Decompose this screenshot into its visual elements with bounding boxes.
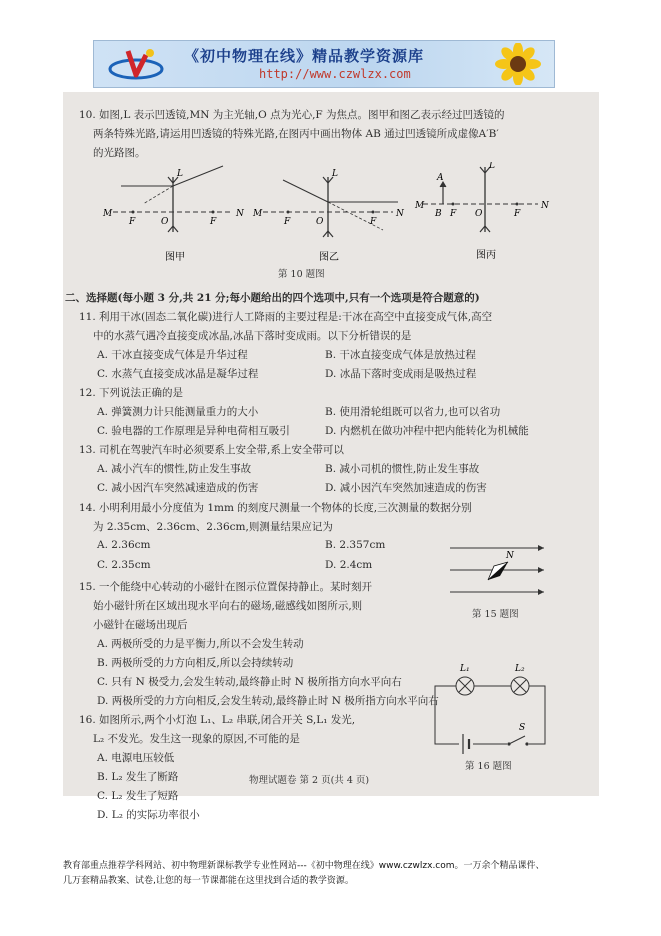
- fig-yi-ray-in: [283, 180, 328, 202]
- q12-option-b: B. 使用滑轮组既可以省力,也可以省功: [325, 406, 501, 418]
- fig-jia-diagram: [102, 166, 245, 263]
- q13-option-d: D. 减小因汽车突然加速造成的伤害: [325, 482, 487, 494]
- q13-option-a: A. 减小汽车的惯性,防止发生事故: [97, 463, 252, 475]
- banner-url[interactable]: http://www.czwlzx.com: [259, 67, 411, 81]
- fig-jia-label: 图甲: [165, 252, 185, 263]
- fig-yi-n: N: [396, 209, 404, 219]
- q15-line2: 始小磁针所在区域出现水平向右的磁场,磁感线如图所示,则: [93, 600, 363, 612]
- fig-bing-n: N: [541, 201, 549, 211]
- q14-option-a: A. 2.36cm: [97, 539, 151, 551]
- sunflower-icon: [486, 43, 550, 85]
- q11-option-c: C. 水蒸气直接变成冰晶是凝华过程: [97, 368, 259, 380]
- q12-option-c: C. 验电器的工作原理是异种电荷相互吸引: [97, 425, 290, 437]
- fig-bing-f2: F: [514, 209, 521, 219]
- compass-needle-icon: [488, 562, 508, 580]
- site-logo-icon: [106, 45, 166, 85]
- site-footer: [63, 859, 623, 889]
- q16-option-a: A. 电源电压较低: [97, 752, 175, 764]
- fig-jia-f2: F: [210, 217, 217, 227]
- footer-line2: 几万套精品教案、试卷,让您的每一节课都能在这里找到合适的教学资源。: [63, 876, 354, 886]
- section2-heading: 二、选择题(每小题 3 分,共 21 分;每小题给出的四个选项中,只有一个选项是符合题意的): [65, 292, 480, 304]
- q14-option-d: D. 2.4cm: [325, 559, 373, 571]
- fig-jia-n: N: [236, 209, 244, 219]
- banner-title: 《初中物理在线》精品教学资源库: [184, 47, 425, 65]
- fig-yi-o: O: [316, 217, 324, 227]
- q11-option-a: A. 干冰直接变成气体是升华过程: [97, 349, 248, 361]
- q11-line1: 11. 利用干冰(固态二氧化碳)进行人工降雨的主要过程是:干冰在高空中直接变成气体,高空: [79, 311, 493, 323]
- fig-yi-diagram: [252, 169, 405, 263]
- compass-n-label: N: [506, 551, 514, 561]
- q10-line3: 的光路图。: [93, 147, 146, 159]
- lamp-l2-icon: [511, 677, 529, 695]
- q13-stem: 13. 司机在驾驶汽车时必须要系上安全带,系上安全带可以: [79, 444, 344, 456]
- q10-line1: 10. 如图,L 表示凹透镜,MN 为主光轴,O 点为光心,F 为焦点。图甲和图乙表示经过凹透镜的: [79, 109, 505, 121]
- site-banner: [93, 40, 555, 88]
- fig-bing-l: L: [489, 162, 495, 171]
- circuit-s-label: S: [519, 723, 526, 733]
- q15-option-c: C. 只有 N 极受力,会发生转动,最终静止时 N 极所指方向水平向右: [97, 676, 402, 688]
- fig-yi-m: M: [253, 209, 263, 219]
- q14-option-c: C. 2.35cm: [97, 559, 151, 571]
- exam-paper: [63, 92, 599, 821]
- q15-magnetic-field-figure: [448, 540, 548, 600]
- fig-yi-f1: F: [284, 217, 291, 227]
- page-number-footer: 物理试题卷 第 2 页(共 4 页): [249, 775, 370, 786]
- q11-option-d: D. 冰晶下落时变成雨是吸热过程: [325, 368, 477, 380]
- fig-bing-label: 图丙: [476, 250, 496, 261]
- lamp-l1-icon: [456, 677, 474, 695]
- q14-line2: 为 2.35cm、2.36cm、2.36cm,则测量结果应记为: [93, 521, 333, 533]
- q16-line1: 16. 如图所示,两个小灯泡 L₁、L₂ 串联,闭合开关 S,L₁ 发光,: [79, 714, 356, 726]
- q15-line3: 小磁针在磁场出现后: [93, 619, 188, 631]
- q15-option-d: D. 两极所受的力方向相反,会发生转动,最终静止时 N 极所指方向水平向右: [97, 695, 439, 707]
- q14-option-b: B. 2.357cm: [325, 539, 386, 551]
- q16-circuit-figure: [425, 658, 555, 758]
- fig-bing-diagram: [414, 162, 550, 261]
- q11-line2: 中的水蒸气遇冷直接变成冰晶,冰晶下落时变成雨。以下分析错误的是: [93, 330, 412, 342]
- fig-jia-m: M: [103, 209, 113, 219]
- fig-jia-l: L: [177, 169, 183, 179]
- q15-option-b: B. 两极所受的力方向相反,所以会持续转动: [97, 657, 294, 669]
- circuit-l2-label: L₂: [515, 664, 525, 674]
- fig-yi-l: L: [332, 169, 338, 179]
- fig-yi-f2: F: [370, 217, 377, 227]
- q10-caption: 第 10 题图: [278, 269, 325, 280]
- q12-option-a: A. 弹簧测力计只能测量重力的大小: [97, 406, 259, 418]
- q13-option-c: C. 减小因汽车突然减速造成的伤害: [97, 482, 259, 494]
- q10-line2: 两条特殊光路,请运用凹透镜的特殊光路,在图丙中画出物体 AB 通过凹透镜所成虚像A′B′: [93, 128, 499, 140]
- q16-option-c: C. L₂ 发生了短路: [97, 790, 179, 802]
- fig-yi-label: 图乙: [319, 252, 339, 263]
- fig-bing-b: B: [435, 209, 442, 219]
- q12-stem: 12. 下列说法正确的是: [79, 387, 184, 399]
- q15-option-a: A. 两极所受的力是平衡力,所以不会发生转动: [97, 638, 304, 650]
- q12-option-d: D. 内燃机在做功冲程中把内能转化为机械能: [325, 425, 529, 437]
- fig-jia-o: O: [161, 217, 169, 227]
- battery-icon: [459, 734, 473, 754]
- fig-bing-a: A: [437, 173, 444, 183]
- fig-bing-f1: F: [450, 209, 457, 219]
- q10-figures: [93, 162, 563, 277]
- switch-icon: [507, 736, 529, 750]
- q13-option-b: B. 减小司机的惯性,防止发生事故: [325, 463, 480, 475]
- q15-caption: 第 15 题图: [472, 609, 519, 620]
- q15-line1: 15. 一个能绕中心转动的小磁针在图示位置保持静止。某时刻开: [79, 581, 373, 593]
- fig-jia-ray-extension: [143, 186, 173, 204]
- q16-option-b: B. L₂ 发生了断路: [97, 771, 179, 783]
- q16-caption: 第 16 题图: [465, 761, 512, 772]
- fig-jia-f1: F: [129, 217, 136, 227]
- q14-line1: 14. 小明利用最小分度值为 1mm 的刻度尺测量一个物体的长度,三次测量的数据分别: [79, 502, 472, 514]
- circuit-l1-label: L₁: [460, 664, 470, 674]
- q11-option-b: B. 干冰直接变成气体是放热过程: [325, 349, 476, 361]
- footer-line1: 教育部重点推荐学科网站、初中物理新课标教学专业性网站---《初中物理在线》www.czwlzx.com。一万余个精品课件、: [63, 861, 545, 871]
- fig-bing-o: O: [475, 209, 483, 219]
- fig-bing-m: M: [415, 201, 425, 211]
- q16-option-d: D. L₂ 的实际功率很小: [97, 809, 200, 821]
- q16-line2: L₂ 不发光。发生这一现象的原因,不可能的是: [93, 733, 300, 745]
